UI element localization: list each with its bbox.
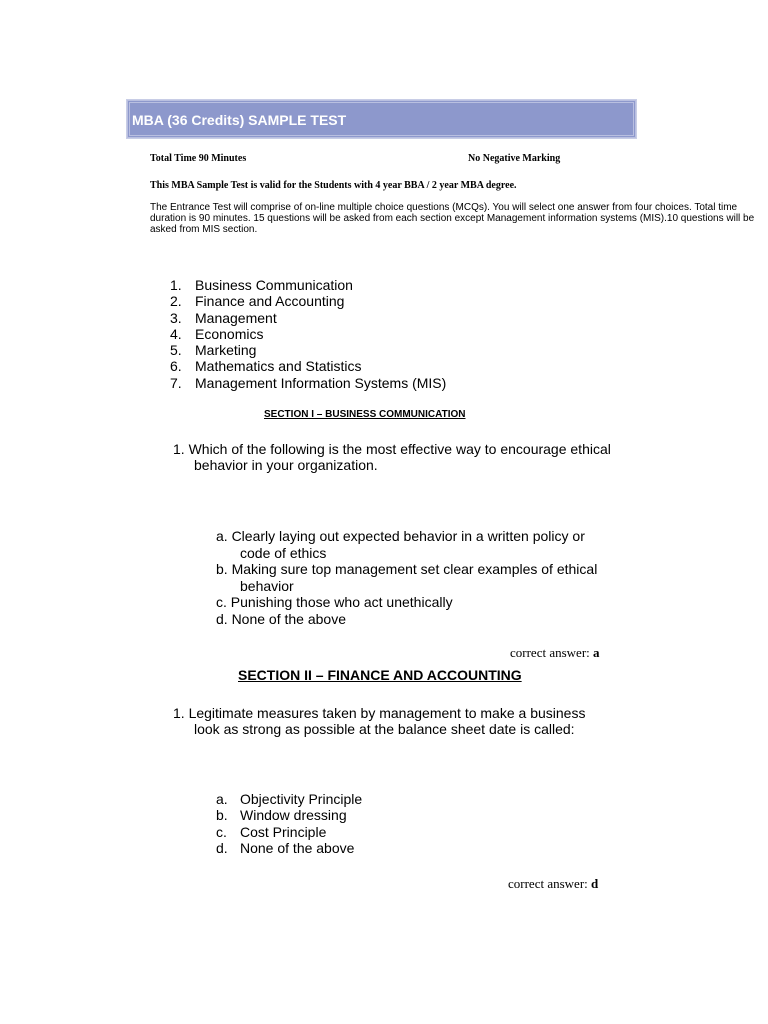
section-1-answer: correct answer: a bbox=[510, 645, 600, 660]
answer-value: d bbox=[591, 876, 599, 891]
option-item: a. Clearly laying out expected behavior in a written policy or code of ethics bbox=[216, 528, 585, 561]
list-item: 4. Economics bbox=[170, 325, 264, 342]
section-2-options bbox=[216, 791, 362, 856]
option-item: b. Window dressing bbox=[216, 807, 347, 824]
section-1-question: 1. Which of the following is the most effective way to encourage ethical behavior in your organization. bbox=[173, 441, 611, 473]
list-item: 1. Business Communication bbox=[170, 277, 353, 293]
total-time: Total Time 90 Minutes bbox=[150, 153, 247, 164]
option-item: b. Making sure top management set clear examples of ethical behavior bbox=[216, 561, 598, 594]
option-item: c. Punishing those who act unethically bbox=[216, 594, 453, 610]
list-item: 7. Management Information Systems (MIS) bbox=[170, 374, 447, 391]
topics-list bbox=[170, 277, 446, 391]
option-item: d. None of the above bbox=[216, 610, 346, 627]
section-1-heading: SECTION I – BUSINESS COMMUNICATION bbox=[264, 409, 466, 420]
test-description: The Entrance Test will comprise of on-line multiple choice questions (MCQs). You will select one answer from four choices. Total time duration is 90 minutes. 15 questions will be asked from each section except Management information systems (MIS).10 questions will be asked from MIS section. bbox=[150, 202, 755, 235]
option-item: d. None of the above bbox=[216, 839, 355, 856]
list-item: 2. Finance and Accounting bbox=[170, 293, 345, 310]
marking-note: No Negative Marking bbox=[468, 153, 561, 164]
list-item: 5. Marketing bbox=[170, 342, 257, 359]
page-title: MBA (36 Credits) SAMPLE TEST bbox=[132, 112, 347, 128]
section-1-options bbox=[216, 528, 616, 627]
option-item: c. Cost Principle bbox=[216, 823, 327, 840]
validity-note: This MBA Sample Test is valid for the Students with 4 year BBA / 2 year MBA degree. bbox=[150, 180, 517, 191]
title-banner bbox=[127, 100, 636, 138]
answer-value: a bbox=[593, 645, 600, 660]
section-2-heading: SECTION II – FINANCE AND ACCOUNTING bbox=[238, 667, 522, 683]
section-2-question: 1. Legitimate measures taken by management to make a business look as strong as possible at the balance sheet date is called: bbox=[173, 705, 586, 737]
list-item: 6. Mathematics and Statistics bbox=[170, 358, 362, 375]
list-item: 3. Management bbox=[170, 309, 277, 326]
section-2-answer: correct answer: d bbox=[508, 876, 599, 891]
option-item: a. Objectivity Principle bbox=[216, 791, 363, 807]
